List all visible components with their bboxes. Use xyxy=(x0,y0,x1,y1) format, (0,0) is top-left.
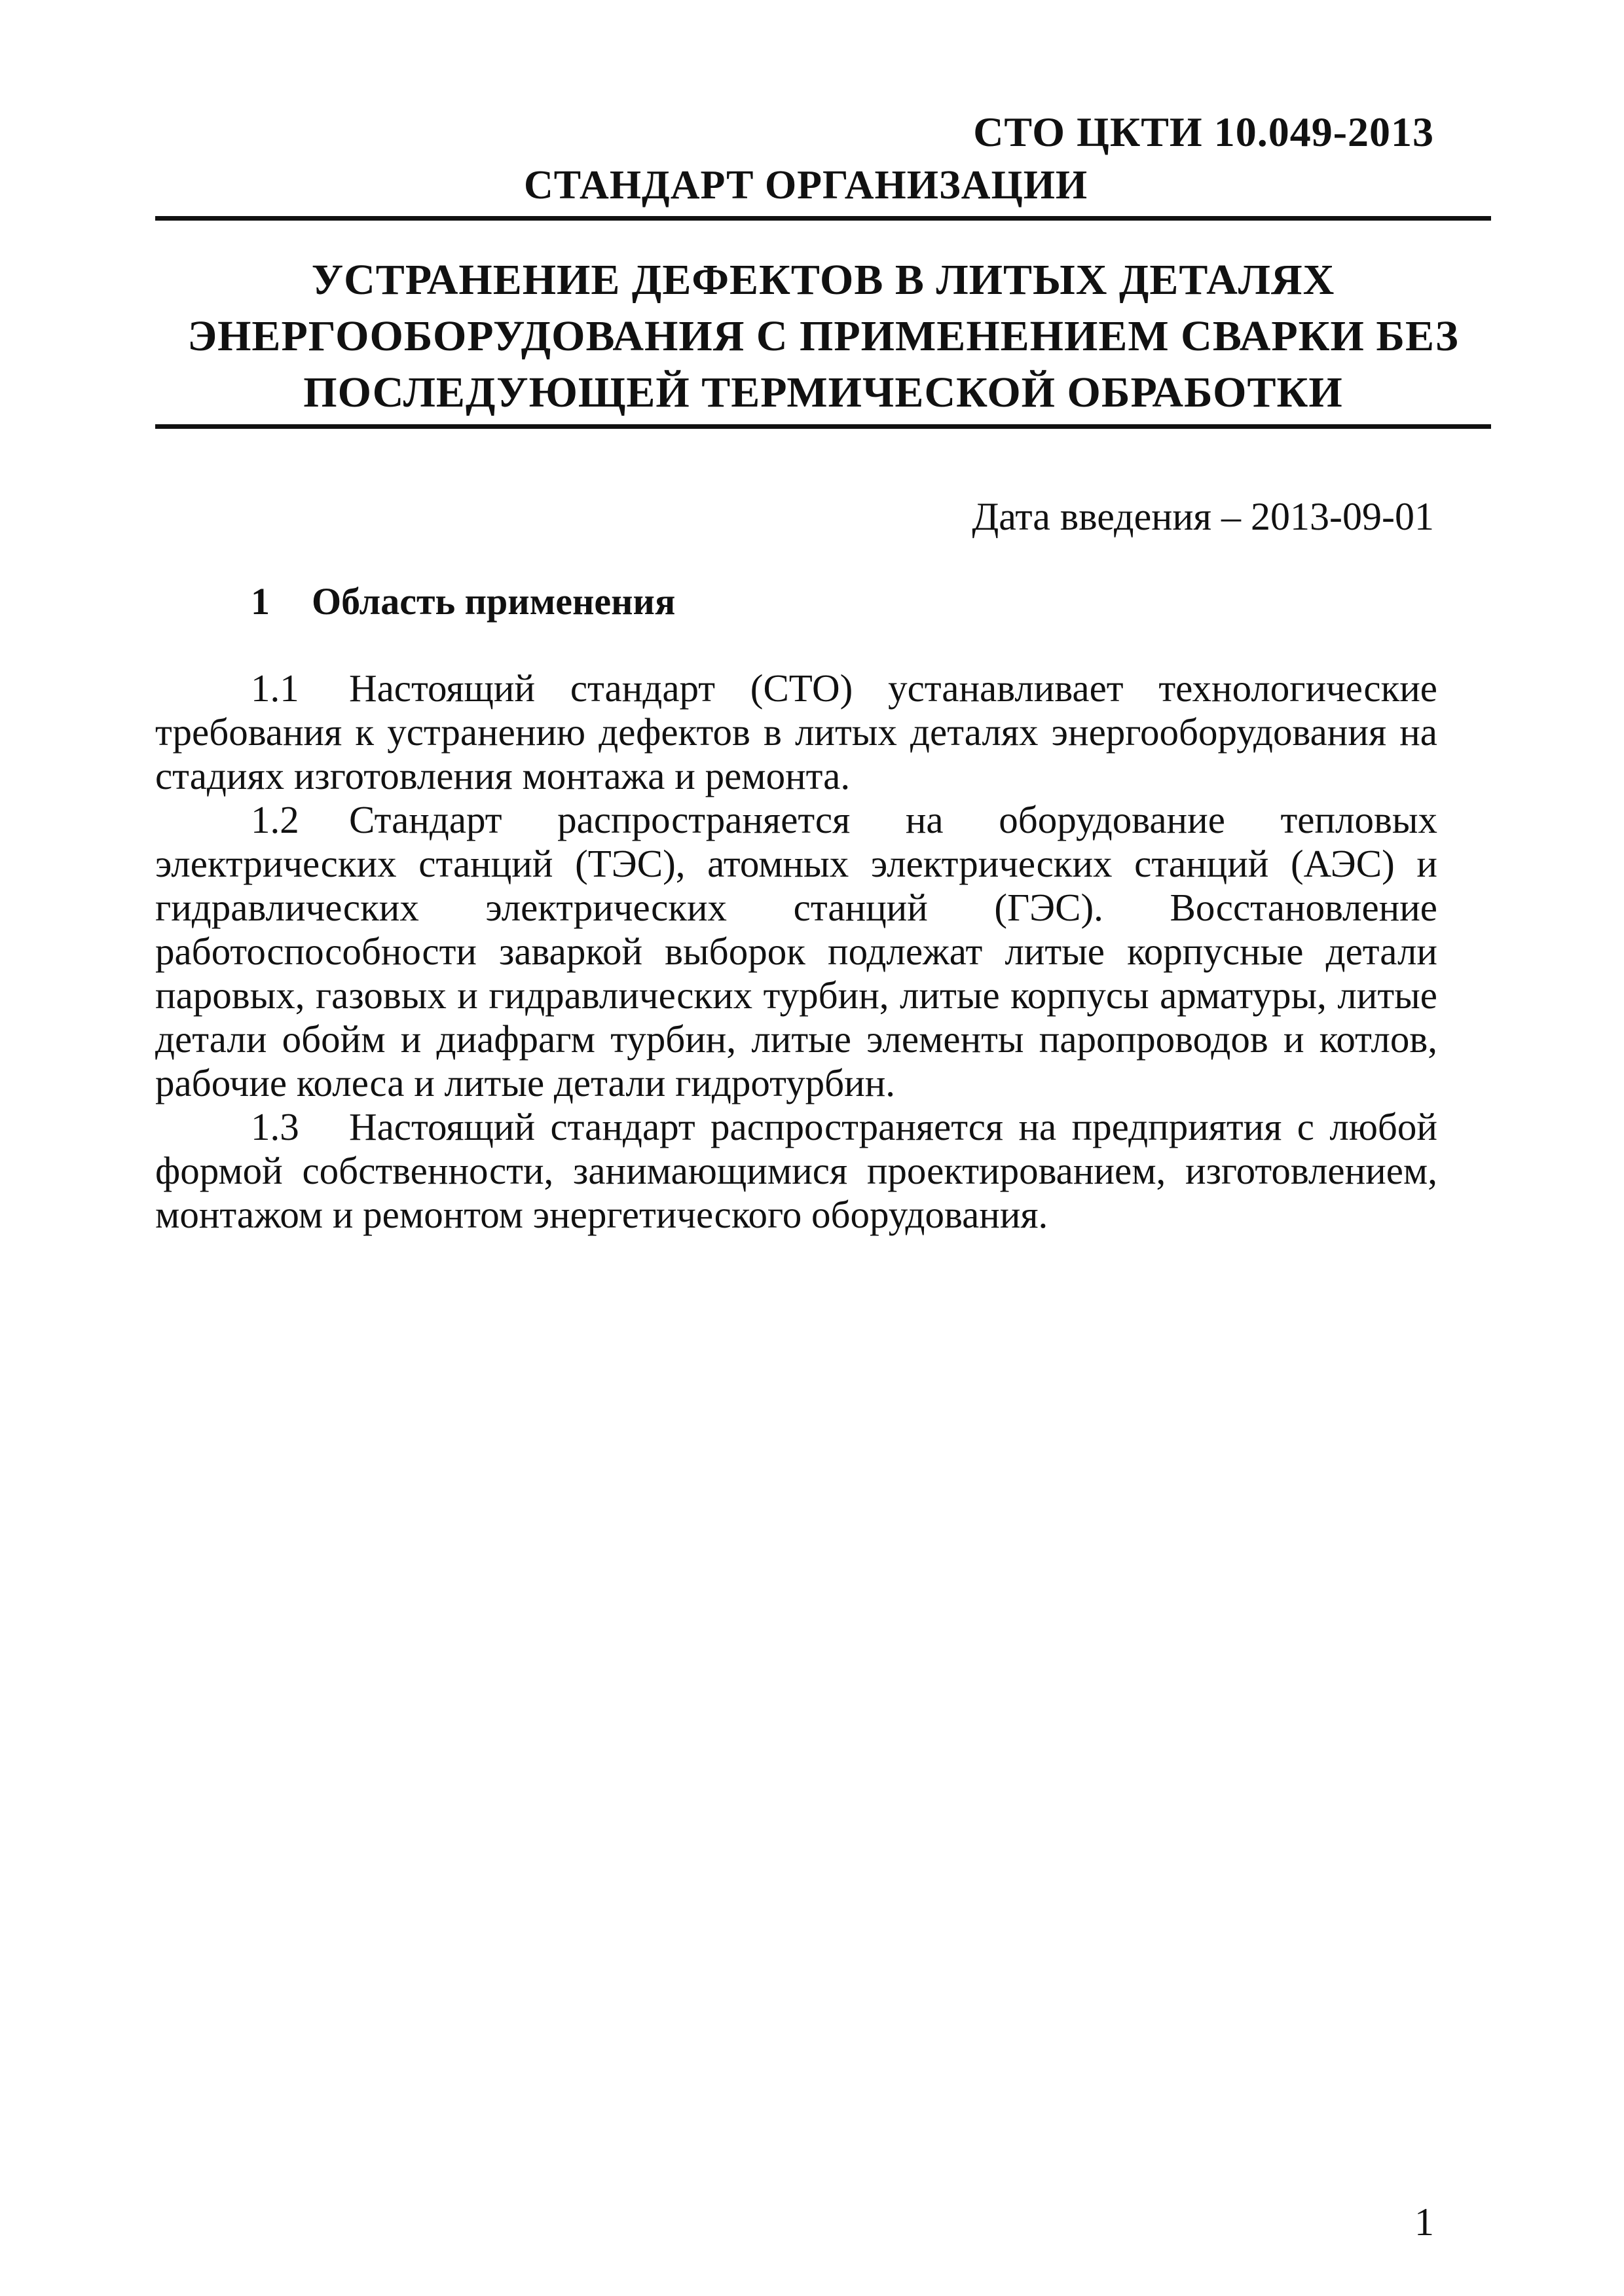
paragraph xyxy=(155,798,1437,1105)
document-title xyxy=(155,252,1491,421)
bottom-divider xyxy=(155,424,1491,429)
top-divider xyxy=(155,216,1491,221)
title-line: УСТРАНЕНИЕ ДЕФЕКТОВ В ЛИТЫХ ДЕТАЛЯХ xyxy=(311,256,1335,304)
title-line: ПОСЛЕДУЮЩЕЙ ТЕРМИЧЕСКОЙ ОБРАБОТКИ xyxy=(303,369,1343,416)
document-code: СТО ЦКТИ 10.049-2013 xyxy=(973,109,1434,155)
section-title: Область применения xyxy=(312,580,676,623)
paragraph-text: Стандарт распространяется на оборудование тепловых электрических станций (ТЭС), атомных электрических станций (АЭС) и гидравлических электрических станций (ГЭС). Восстановление работоспособности заваркой выборок подлежат литые корпусные детали паровых, газовых и гидравлических турбин, литые корпусы арматуры, литые детали обойм и диафрагм турбин, литые элементы паропроводов и котлов, рабочие колеса и литые детали гидротурбин. xyxy=(155,798,1437,1104)
introduction-date: Дата введения – 2013-09-01 xyxy=(972,495,1434,538)
page-number: 1 xyxy=(1414,2200,1434,2244)
organization-standard-label: СТАНДАРТ ОРГАНИЗАЦИИ xyxy=(524,163,1088,208)
paragraph-number: 1.1 xyxy=(251,666,299,710)
paragraph xyxy=(155,666,1437,798)
paragraph-number: 1.3 xyxy=(251,1105,299,1148)
paragraph xyxy=(155,1105,1437,1237)
section-number: 1 xyxy=(251,580,270,623)
paragraph-number: 1.2 xyxy=(251,798,299,841)
title-line: ЭНЕРГООБОРУДОВАНИЯ С ПРИМЕНЕНИЕМ СВАРКИ БЕЗ xyxy=(187,312,1459,360)
section-heading xyxy=(251,579,675,623)
section-body xyxy=(155,666,1437,1237)
paragraph-text: Настоящий стандарт (СТО) устанавливает технологические требования к устранению дефектов в литых деталях энергооборудования на стадиях изготовления монтажа и ремонта. xyxy=(155,666,1437,797)
paragraph-text: Настоящий стандарт распространяется на предприятия с любой формой собственности, занимающимися проектированием, изготовлением, монтажом и ремонтом энергетического оборудования. xyxy=(155,1105,1437,1236)
